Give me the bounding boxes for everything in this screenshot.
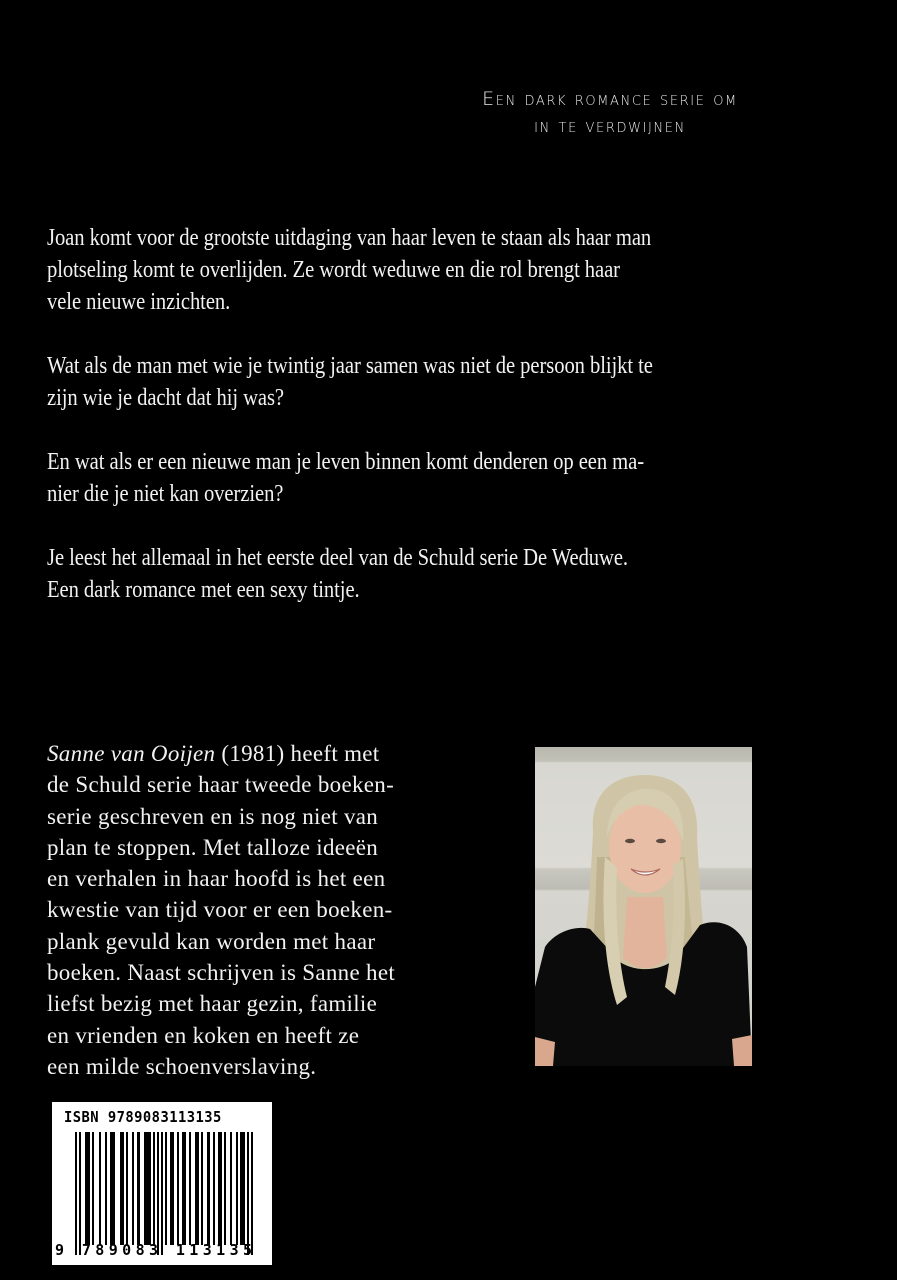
- isbn-digits: 9 789083 113135: [55, 1241, 257, 1259]
- blurb-line: plotseling komt te overlijden. Ze wordt weduwe en die rol brengt haar: [47, 257, 620, 283]
- blurb-line: Je leest het allemaal in het eerste deel van de Schuld serie De Weduwe.: [47, 545, 629, 571]
- blurb-paragraph: [47, 542, 807, 606]
- bio-line: serie geschreven en is nog niet van: [47, 803, 379, 829]
- series-tagline: [400, 86, 820, 140]
- bio-line: en verhalen in haar hoofd is het een: [47, 866, 386, 892]
- bio-line: de Schuld serie haar tweede boeken-: [47, 772, 395, 798]
- bio-line: kwestie van tijd voor er een boeken-: [47, 897, 393, 923]
- blurb-line: nier die je niet kan overzien?: [47, 481, 284, 507]
- author-name: Sanne van Ooijen: [47, 741, 216, 766]
- blurb-line: Wat als de man met wie je twintig jaar samen was niet de persoon blijkt te: [47, 353, 653, 379]
- portrait-illustration: [535, 747, 752, 1066]
- blurb-line: zijn wie je dacht dat hij was?: [47, 385, 284, 411]
- author-bio: [47, 738, 467, 1082]
- bio-first-line-rest: (1981) heeft met: [215, 741, 380, 766]
- bio-first-line: [47, 738, 467, 769]
- bio-line: boeken. Naast schrijven is Sanne het: [47, 960, 396, 986]
- bio-line: een milde schoenverslaving.: [47, 1053, 317, 1079]
- bio-line: plan te stoppen. Met talloze ideeën: [47, 834, 379, 860]
- bio-line: plank gevuld kan worden met haar: [47, 928, 376, 954]
- blurb-line: vele nieuwe inzichten.: [47, 289, 231, 315]
- author-photo: [535, 747, 752, 1066]
- isbn-barcode: [52, 1102, 272, 1265]
- blurb-line: Joan komt voor de grootste uitdaging van haar leven te staan als haar man: [47, 225, 652, 251]
- book-blurb: [47, 222, 807, 638]
- blurb-line: Een dark romance met een sexy tintje.: [47, 577, 360, 603]
- blurb-paragraph: [47, 222, 807, 318]
- bio-line: liefst bezig met haar gezin, familie: [47, 991, 378, 1017]
- tagline-line-2: in te verdwijnen: [534, 115, 686, 137]
- blurb-paragraph: [47, 350, 807, 414]
- isbn-label: ISBN 9789083113135: [64, 1108, 222, 1126]
- bio-line: en vrienden en koken en heeft ze: [47, 1022, 360, 1048]
- tagline-line-1: Een dark romance serie om: [482, 88, 738, 110]
- blurb-paragraph: [47, 446, 807, 510]
- blurb-line: En wat als er een nieuwe man je leven binnen komt denderen op een ma-: [47, 449, 644, 475]
